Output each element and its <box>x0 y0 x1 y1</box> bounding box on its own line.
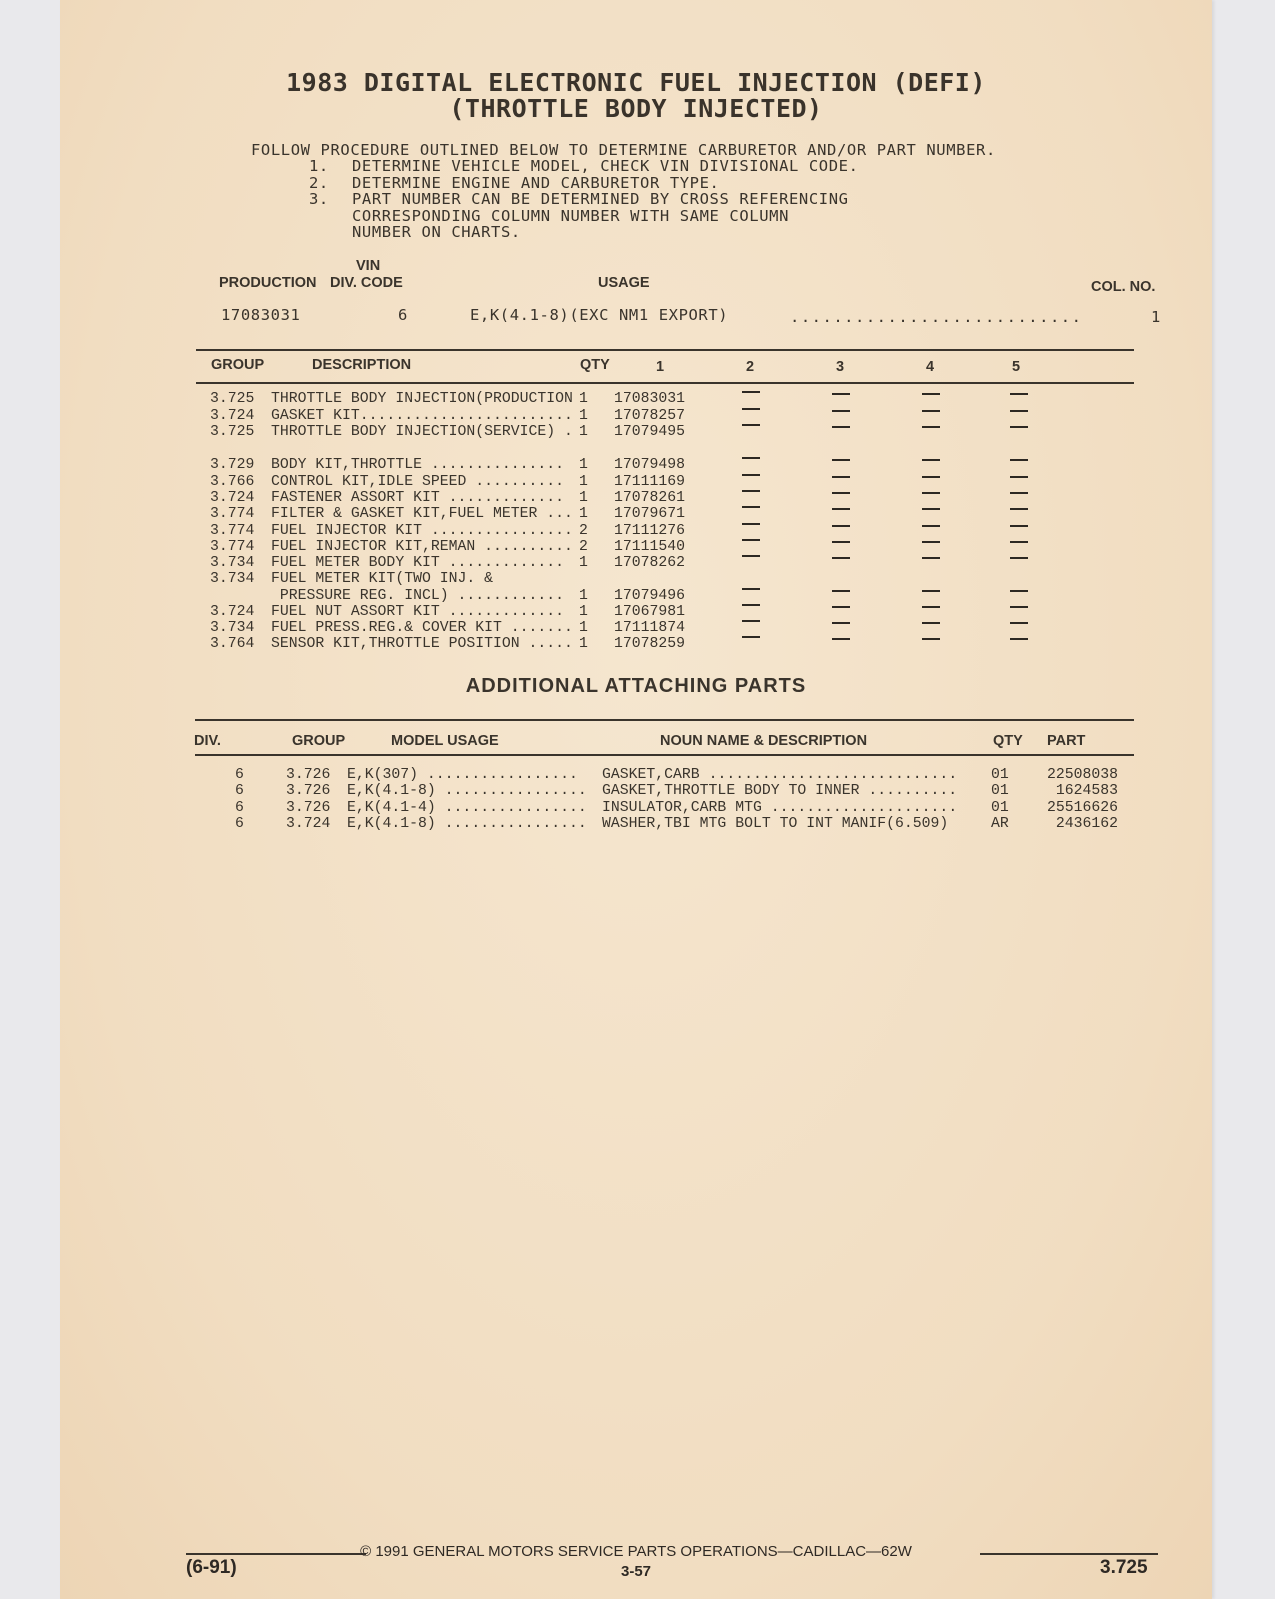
model-usage-header: MODEL USAGE <box>391 733 499 749</box>
dot-leader: ................ <box>435 816 587 832</box>
model-text: E,K(4.1-8) <box>347 783 436 799</box>
add-qty-header: QTY <box>993 733 1023 749</box>
group-code: 3.724 <box>210 408 255 424</box>
not-applicable-dash <box>832 541 850 543</box>
description-text: FUEL INJECTOR KIT <box>271 523 422 539</box>
part-number-col1: 17111874 <box>614 620 686 636</box>
dot-leader: ... <box>537 506 573 522</box>
quantity: 01 <box>991 767 1009 783</box>
not-applicable-dash <box>742 408 760 410</box>
not-applicable-dash <box>922 557 940 559</box>
page-subtitle: (THROTTLE BODY INJECTED) <box>449 94 823 123</box>
usage-header: USAGE <box>598 275 650 291</box>
noun-text: WASHER,TBI MTG BOLT TO INT MANIF(6.509) <box>602 816 949 832</box>
part-description <box>271 620 573 636</box>
footer-section: 3.725 <box>1100 1557 1148 1578</box>
quantity: 1 <box>579 424 588 440</box>
not-applicable-dash <box>1010 541 1028 543</box>
col4-header: 4 <box>926 359 935 375</box>
not-applicable-dash <box>1010 638 1028 640</box>
part-number-col1: 17083031 <box>614 391 686 407</box>
not-applicable-dash <box>1010 492 1028 494</box>
group-code: 3.726 <box>286 767 331 783</box>
not-applicable-dash <box>832 492 850 494</box>
group-code: 3.774 <box>210 523 255 539</box>
description-text: FASTENER ASSORT KIT <box>271 490 440 506</box>
dot-leader: . <box>555 424 573 440</box>
model-text: E,K(4.1-8) <box>347 816 436 832</box>
col1-header: 1 <box>656 359 665 375</box>
group-code: 3.734 <box>210 571 255 587</box>
not-applicable-dash <box>742 424 760 426</box>
quantity: 1 <box>579 474 588 490</box>
step-text: CORRESPONDING COLUMN NUMBER WITH SAME COLUMN <box>352 206 789 225</box>
footer-rule-right <box>980 1553 1158 1555</box>
quantity: AR <box>991 816 1009 832</box>
divider <box>196 349 1134 351</box>
part-number-col1: 17078259 <box>614 636 686 652</box>
instructions-intro: FOLLOW PROCEDURE OUTLINED BELOW TO DETERMINE CARBURETOR AND/OR PART NUMBER. <box>251 141 996 159</box>
model-usage <box>347 816 587 832</box>
not-applicable-dash <box>742 539 760 541</box>
not-applicable-dash <box>1010 590 1028 592</box>
description-header: DESCRIPTION <box>312 357 412 373</box>
group-code: 3.726 <box>286 800 331 816</box>
footer-copyright: © 1991 GENERAL MOTORS SERVICE PARTS OPERATIONS—CADILLAC—62W <box>360 1543 912 1560</box>
quantity: 1 <box>579 555 588 571</box>
description-text: BODY KIT,THROTTLE <box>271 457 422 473</box>
noun-description <box>602 783 957 799</box>
not-applicable-dash <box>832 426 850 428</box>
div-code-header: DIV. CODE <box>330 275 403 291</box>
part-description <box>271 424 573 440</box>
not-applicable-dash <box>922 476 940 478</box>
part-description <box>271 457 564 473</box>
description-text: FUEL METER BODY KIT <box>271 555 440 571</box>
quantity: 1 <box>579 636 588 652</box>
part-number: 1624583 <box>1055 783 1118 799</box>
not-applicable-dash <box>1010 508 1028 510</box>
quantity: 1 <box>579 588 588 604</box>
part-description <box>271 555 564 571</box>
col-no-header: COL. NO. <box>1091 279 1156 295</box>
group-code: 3.724 <box>286 816 331 832</box>
dot-leader: ................ <box>435 783 587 799</box>
part-description <box>271 571 493 587</box>
group-code: 3.734 <box>210 620 255 636</box>
dot-leader: ..... <box>519 636 573 652</box>
description-text: FILTER & GASKET KIT,FUEL METER <box>271 506 538 522</box>
page-title: 1983 DIGITAL ELECTRONIC FUEL INJECTION (DEFI) <box>286 68 986 97</box>
description-text: CONTROL KIT,IDLE SPEED <box>271 474 467 490</box>
description-text: GASKET KIT <box>271 408 360 424</box>
not-applicable-dash <box>922 590 940 592</box>
part-description <box>271 539 573 555</box>
model-usage <box>347 800 587 816</box>
not-applicable-dash <box>922 525 940 527</box>
part-number-col1: 17067981 <box>614 604 686 620</box>
not-applicable-dash <box>742 506 760 508</box>
not-applicable-dash <box>832 638 850 640</box>
step-number: 2. <box>309 173 329 192</box>
not-applicable-dash <box>742 490 760 492</box>
step-text: NUMBER ON CHARTS. <box>352 223 521 241</box>
dot-leader: ................ <box>421 523 573 539</box>
not-applicable-dash <box>1010 393 1028 395</box>
part-description <box>271 604 564 620</box>
quantity: 1 <box>579 604 588 620</box>
dot-leader: ..................... <box>761 800 958 816</box>
step-text: DETERMINE ENGINE AND CARBURETOR TYPE. <box>352 173 720 192</box>
vin-header: VIN <box>356 258 381 274</box>
group-code: 3.726 <box>286 783 331 799</box>
not-applicable-dash <box>832 476 850 478</box>
part-number-col1: 17079498 <box>614 457 686 473</box>
not-applicable-dash <box>922 638 940 640</box>
description-text: FUEL INJECTOR KIT,REMAN <box>271 539 476 555</box>
group-code: 3.729 <box>210 457 255 473</box>
noun-description <box>602 767 957 783</box>
quantity: 1 <box>579 490 588 506</box>
noun-text: GASKET,THROTTLE BODY TO INNER <box>602 783 860 799</box>
part-number: 22508038 <box>1046 767 1118 783</box>
add-group-header: GROUP <box>292 733 346 749</box>
dot-leader: .......... <box>475 539 573 555</box>
not-applicable-dash <box>1010 459 1028 461</box>
not-applicable-dash <box>742 588 760 590</box>
not-applicable-dash <box>742 474 760 476</box>
not-applicable-dash <box>1010 622 1028 624</box>
not-applicable-dash <box>922 410 940 412</box>
part-number-col1: 17111540 <box>614 539 686 555</box>
dot-leader: ........................ <box>359 408 573 424</box>
description-text: SENSOR KIT,THROTTLE POSITION <box>271 636 520 652</box>
divider <box>196 382 1134 384</box>
not-applicable-dash <box>1010 525 1028 527</box>
part-description <box>271 490 564 506</box>
quantity: 1 <box>579 457 588 473</box>
dot-leader: .......... <box>466 474 565 490</box>
part-description <box>271 506 573 522</box>
not-applicable-dash <box>832 410 850 412</box>
part-description <box>271 523 573 539</box>
part-description <box>271 408 573 424</box>
not-applicable-dash <box>922 508 940 510</box>
dot-leader: ................ <box>435 800 587 816</box>
production-number: 17083031 <box>221 306 301 324</box>
not-applicable-dash <box>742 636 760 638</box>
quantity: 1 <box>579 391 588 407</box>
divider <box>195 719 1134 721</box>
group-code: 3.725 <box>210 391 255 407</box>
group-code: 3.724 <box>210 604 255 620</box>
part-number-col1: 17078257 <box>614 408 686 424</box>
division: 6 <box>235 783 244 799</box>
description-text: PRESSURE REG. INCL) <box>271 588 449 604</box>
qty-header: QTY <box>580 357 610 373</box>
page-number: 3-57 <box>620 1563 652 1580</box>
not-applicable-dash <box>1010 606 1028 608</box>
group-code: 3.774 <box>210 506 255 522</box>
dot-leader: ........................... <box>790 308 1083 326</box>
part-description <box>271 474 564 490</box>
noun-text: INSULATOR,CARB MTG <box>602 800 762 816</box>
part-number-col1: 17079495 <box>614 424 686 440</box>
step-text: PART NUMBER CAN BE DETERMINED BY CROSS REFERENCING <box>352 190 849 208</box>
column-number: 1 <box>1151 308 1161 326</box>
not-applicable-dash <box>1010 410 1028 412</box>
part-description <box>271 588 564 604</box>
description-text: FUEL NUT ASSORT KIT <box>271 604 440 620</box>
not-applicable-dash <box>832 525 850 527</box>
dot-leader: ................. <box>418 767 578 783</box>
part-number-col1: 17078261 <box>614 490 686 506</box>
not-applicable-dash <box>832 557 850 559</box>
not-applicable-dash <box>742 391 760 393</box>
step-text: DETERMINE VEHICLE MODEL, CHECK VIN DIVISIONAL CODE. <box>352 157 859 175</box>
not-applicable-dash <box>742 523 760 525</box>
part-description <box>271 636 573 652</box>
part-description <box>271 391 573 407</box>
description-text: FUEL PRESS.REG.& COVER KIT <box>271 620 502 636</box>
not-applicable-dash <box>922 541 940 543</box>
part-number-col1: 17078262 <box>614 555 686 571</box>
not-applicable-dash <box>832 606 850 608</box>
part-number: 2436162 <box>1055 816 1118 832</box>
not-applicable-dash <box>742 620 760 622</box>
description-text: THROTTLE BODY INJECTION(SERVICE) <box>271 424 556 440</box>
step-number: 1. <box>309 157 329 175</box>
part-number-col1: 17111169 <box>614 474 686 490</box>
group-code: 3.764 <box>210 636 255 652</box>
production-header: PRODUCTION <box>219 275 317 291</box>
group-code: 3.766 <box>210 474 255 490</box>
part-number-col1: 17079671 <box>614 506 686 522</box>
group-code: 3.734 <box>210 555 255 571</box>
part-number-col1: 17079496 <box>614 588 686 604</box>
usage-text: E,K(4.1-8)(EXC NM1 EXPORT) <box>470 306 729 324</box>
quantity: 01 <box>991 800 1009 816</box>
group-code: 3.774 <box>210 539 255 555</box>
not-applicable-dash <box>832 393 850 395</box>
group-code: 3.724 <box>210 490 255 506</box>
division: 6 <box>235 816 244 832</box>
noun-description <box>602 816 948 832</box>
part-number-col1: 17111276 <box>614 523 686 539</box>
not-applicable-dash <box>742 555 760 557</box>
col3-header: 3 <box>836 359 845 375</box>
quantity: 1 <box>579 506 588 522</box>
not-applicable-dash <box>922 492 940 494</box>
model-text: E,K(307) <box>347 767 419 783</box>
noun-header: NOUN NAME & DESCRIPTION <box>660 733 868 749</box>
quantity: 01 <box>991 783 1009 799</box>
step-number: 3. <box>309 190 329 208</box>
dot-leader: ............... <box>421 457 565 473</box>
quantity: 1 <box>579 408 588 424</box>
additional-title: ADDITIONAL ATTACHING PARTS <box>465 675 807 697</box>
model-usage <box>347 783 587 799</box>
dot-leader: ............. <box>439 555 565 571</box>
div-header: DIV. <box>194 733 221 749</box>
col5-header: 5 <box>1012 359 1021 375</box>
not-applicable-dash <box>922 622 940 624</box>
dot-leader: ....... <box>501 620 573 636</box>
col2-header: 2 <box>746 359 755 375</box>
not-applicable-dash <box>1010 557 1028 559</box>
divider <box>195 754 1134 756</box>
quantity: 2 <box>579 539 588 555</box>
quantity: 1 <box>579 620 588 636</box>
dot-leader: ............. <box>439 604 565 620</box>
group-code: 3.725 <box>210 424 255 440</box>
document-page <box>60 0 1212 1599</box>
division: 6 <box>235 800 244 816</box>
not-applicable-dash <box>742 457 760 459</box>
part-header: PART <box>1047 733 1086 749</box>
noun-description <box>602 800 957 816</box>
noun-text: GASKET,CARB <box>602 767 700 783</box>
not-applicable-dash <box>832 590 850 592</box>
dot-leader: .......... <box>859 783 958 799</box>
dot-leader: ............. <box>439 490 565 506</box>
not-applicable-dash <box>922 426 940 428</box>
quantity: 2 <box>579 523 588 539</box>
group-header: GROUP <box>211 357 265 373</box>
description-text: THROTTLE BODY INJECTION(PRODUCTION <box>271 391 573 407</box>
not-applicable-dash <box>832 459 850 461</box>
dot-leader: ............................ <box>699 767 958 783</box>
not-applicable-dash <box>922 459 940 461</box>
dot-leader: ............ <box>448 588 565 604</box>
not-applicable-dash <box>832 622 850 624</box>
division: 6 <box>235 767 244 783</box>
description-text: FUEL METER KIT(TWO INJ. & <box>271 571 493 587</box>
not-applicable-dash <box>922 393 940 395</box>
not-applicable-dash <box>832 508 850 510</box>
footer-date-code: (6-91) <box>186 1557 237 1578</box>
not-applicable-dash <box>922 606 940 608</box>
part-number: 25516626 <box>1046 800 1118 816</box>
not-applicable-dash <box>1010 476 1028 478</box>
not-applicable-dash <box>1010 426 1028 428</box>
not-applicable-dash <box>742 604 760 606</box>
model-text: E,K(4.1-4) <box>347 800 436 816</box>
model-usage <box>347 767 578 783</box>
div-code: 6 <box>398 306 408 324</box>
